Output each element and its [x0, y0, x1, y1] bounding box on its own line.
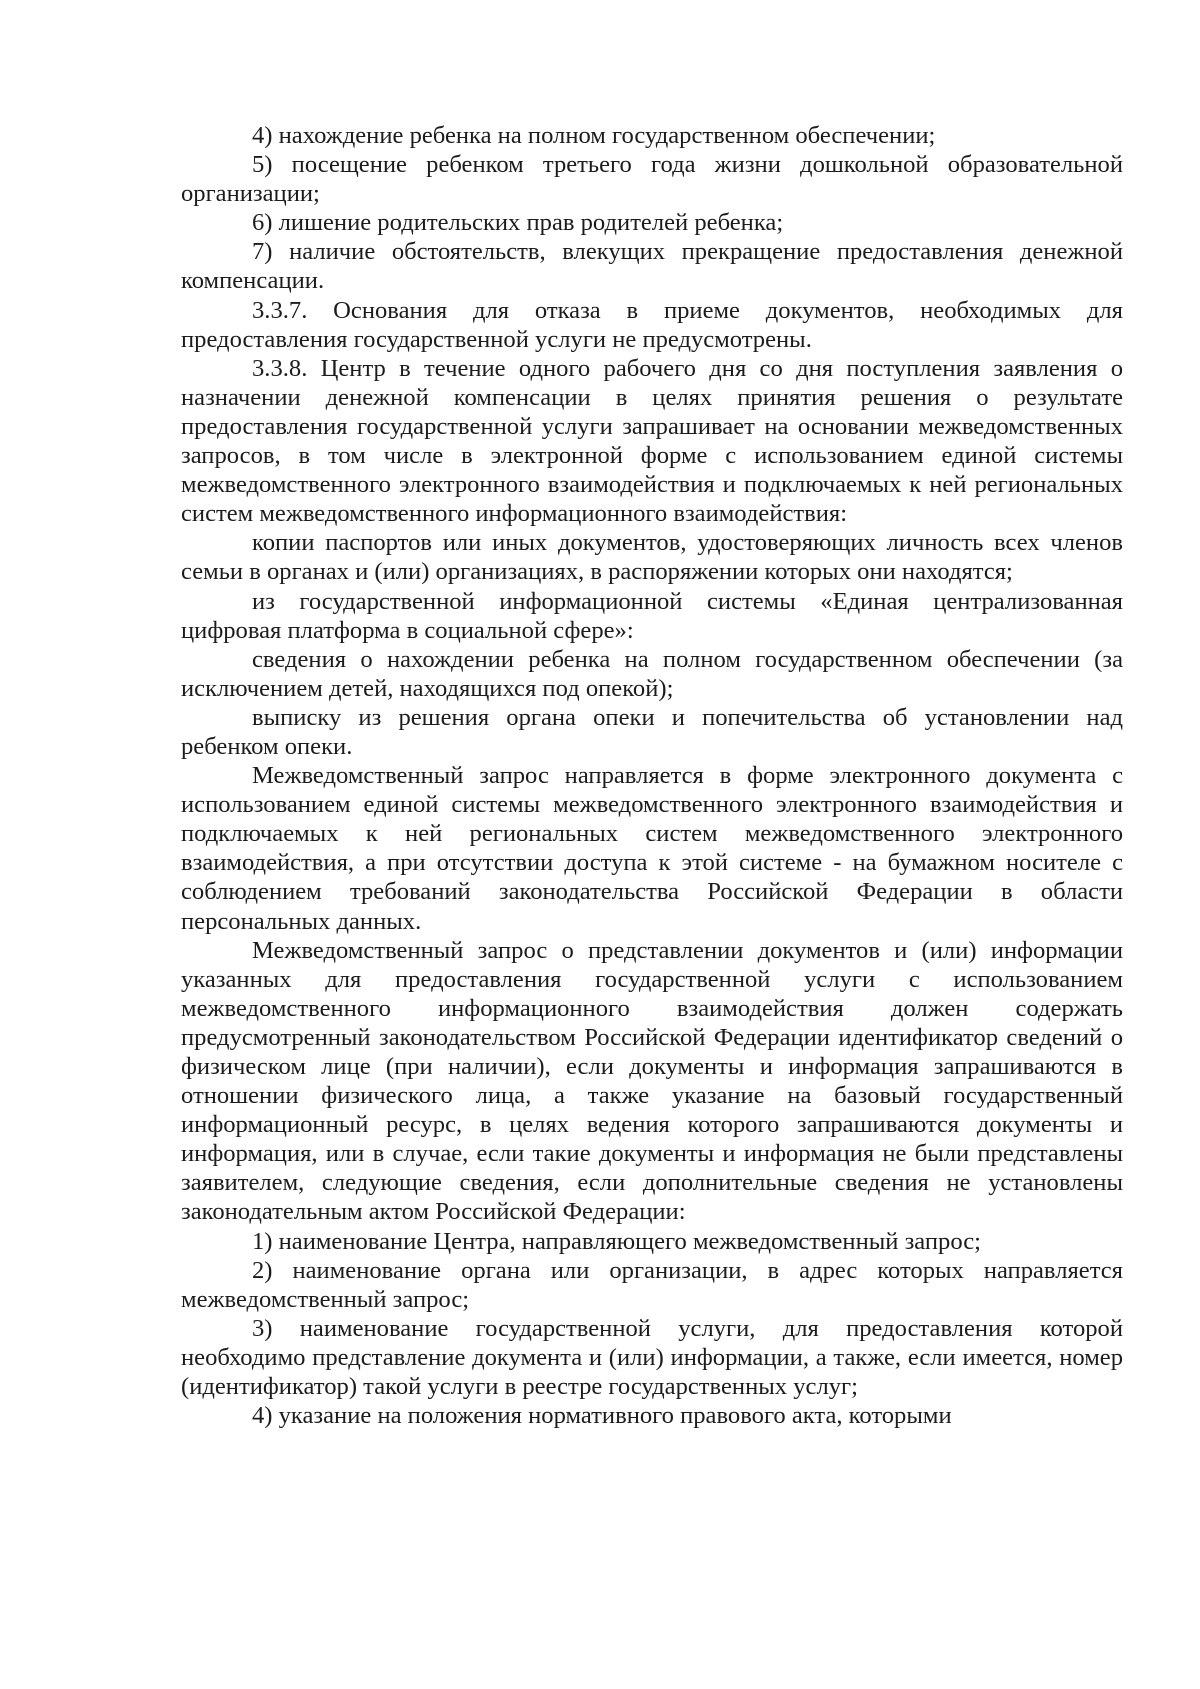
paragraph-item-6-rights: 6) лишение родительских прав родителей ребенка; — [252, 209, 784, 237]
paragraph-information-system: из государственной информационной системы «Единая централизованная цифровая платформа в социальной сфере»: — [181, 587, 1123, 644]
paragraph-list-1: 1) наименование Центра, направляющего межведомственный запрос; — [252, 1227, 982, 1255]
paragraph-list-2: 2) наименование органа или организации, в адрес которых направляется межведомственный запрос; — [181, 1256, 1123, 1313]
paragraph-item-7-circumstances: 7) наличие обстоятельств, влекущих прекращение предоставления денежной компенсации. — [181, 238, 1123, 295]
paragraph-3-3-7: 3.3.7. Основания для отказа в приеме документов, необходимых для предоставления государственной услуги не предусмотрены. — [181, 296, 1123, 353]
paragraph-item-5-preschool: 5) посещение ребенком третьего года жизни дошкольной образовательной организации; — [181, 151, 1123, 208]
paragraph-guardianship-extract: выписку из решения органа опеки и попечительства об установлении над ребенком опеки. — [181, 703, 1123, 760]
paragraph-list-3: 3) наименование государственной услуги, для предоставления которой необходимо представление документа и (или) информации, а также, если имеется, номер (идентификатор) такой услуги в реестре государственных услуг; — [181, 1314, 1123, 1401]
paragraph-request-contents: Межведомственный запрос о представлении документов и (или) информации указанных для предоставления государственной услуги с использованием межведомственного информационного взаимодействия должен содержать предусмотренный законодательством Российской Федерации идентификатор сведений о физическом лице (при наличии), если документы и информация запрашиваются в отношении физического лица, а также указание на базовый государственный информационный ресурс, в целях ведения которого запрашиваются документы и информация, или в случае, если такие документы и информация не были представлены заявителем, следующие сведения, если дополнительные сведения не установлены законодательным актом Российской Федерации: — [181, 936, 1123, 1226]
paragraph-state-care-info: сведения о нахождении ребенка на полном государственном обеспечении (за исключением детей, находящихся под опекой); — [181, 645, 1123, 702]
paragraph-request-form: Межведомственный запрос направляется в форме электронного документа с использованием единой системы межведомственного электронного взаимодействия и подключаемых к ней региональных систем межведомственного электронного взаимодействия, а при отсутствии доступа к этой системе - на бумажном носителе с соблюдением требований законодательства Российской Федерации в области персональных данных. — [181, 762, 1123, 935]
paragraph-item-4-care: 4) нахождение ребенка на полном государственном обеспечении; — [252, 122, 936, 149]
paragraph-3-3-8: 3.3.8. Центр в течение одного рабочего дня со дня поступления заявления о назначении денежной компенсации в целях принятия решения о результате предоставления государственной услуги запрашивает на основании межведомственных запросов, в том числе в электронной форме с использованием единой системы межведомственного электронного взаимодействия и подключаемых к ней региональных систем межведомственного информационного взаимодействия: — [181, 354, 1123, 528]
paragraph-passport-copies: копии паспортов или иных документов, удостоверяющих личность всех членов семьи в органах и (или) организациях, в распоряжении которых они находятся; — [181, 529, 1123, 586]
document-body — [181, 121, 1123, 1430]
paragraph-list-4: 4) указание на положения нормативного правового акта, которыми — [252, 1402, 952, 1430]
